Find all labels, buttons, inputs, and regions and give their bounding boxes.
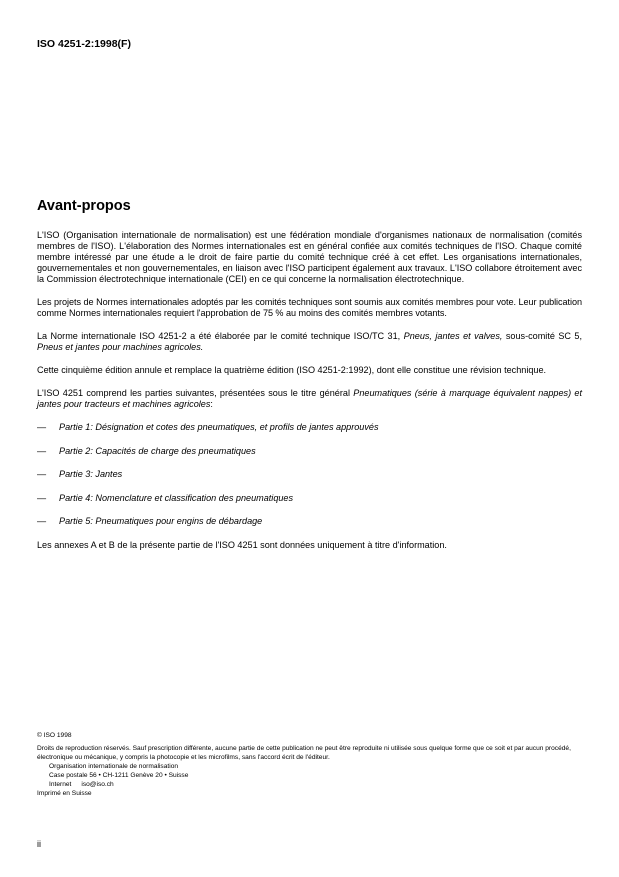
organization-name: Organisation internationale de normalisation: [49, 763, 179, 770]
part-title: Partie 5: Pneumatiques pour engins de débardage: [59, 516, 263, 527]
dash-marker: —: [37, 516, 47, 527]
list-item: [37, 422, 582, 433]
paragraph-committee: [37, 331, 582, 353]
committee-name: Pneus, jantes et valves,: [403, 331, 503, 341]
foreword-content: [37, 230, 582, 551]
postal-address: Case postale 56 • CH-1211 Genève 20 • Suisse: [49, 772, 189, 779]
paragraph-parts-intro: [37, 388, 582, 410]
email-address: iso@iso.ch: [81, 781, 114, 788]
document-id-header: ISO 4251-2:1998(F): [37, 38, 131, 50]
general-title: Pneumatiques (série à marquage équivalent nappes) et jantes pour tracteurs et machines agricoles: [37, 388, 583, 409]
subcommittee-name: Pneus et jantes pour machines agricoles.: [37, 342, 204, 352]
copyright-footer: [37, 731, 582, 798]
parts-intro-text: L'ISO 4251 comprend les parties suivantes, présentées sous le titre général: [37, 388, 354, 398]
section-title: Avant-propos: [37, 198, 131, 214]
paragraph-iso-intro: L'ISO (Organisation internationale de normalisation) est une fédération mondiale d'organismes nationaux de normalisation (comités membres de l'ISO). L'élaboration des Normes internationales est en général confiée aux comités techniques de l'ISO. Chaque comité membre intéressé par une étude a le droit de faire partie du comité technique créé à cet effet. Les organisations internationales, gouvernementales et non gouvernementales, en liaison avec l'ISO participent également aux travaux. L'ISO collabore étroitement avec la Commission électrotechnique internationale (CEI) en ce qui concerne la normalisation électrotechnique.: [37, 230, 582, 284]
paragraph-voting: Les projets de Normes internationales adoptés par les comités techniques sont soumis aux comités membres pour vote. Leur publication comme Normes internationales requiert l'approbation de 75 % au moins des comités membres votants.: [37, 297, 582, 318]
publisher-address: [37, 762, 582, 789]
dash-marker: —: [37, 469, 47, 480]
dash-marker: —: [37, 492, 47, 503]
part-title: Partie 1: Désignation et cotes des pneumatiques, et profils de jantes approuvés: [59, 422, 379, 432]
paragraph-edition: Cette cinquième édition annule et remplace la quatrième édition (ISO 4251-2:1992), dont elle constitue une révision technique.: [37, 365, 547, 375]
dash-marker: —: [37, 445, 47, 456]
part-title: Partie 4: Nomenclature et classification des pneumatiques: [59, 492, 294, 503]
copyright-line: © ISO 1998: [37, 732, 72, 739]
part-title: Partie 3: Jantes: [59, 469, 123, 480]
internet-line: [49, 780, 582, 789]
list-item: [37, 469, 582, 480]
committee-text-a: La Norme internationale ISO 4251-2 a été élaborée par le comité technique ISO/TC 31,: [37, 331, 404, 341]
part-title: Partie 2: Capacités de charge des pneumatiques: [59, 445, 256, 456]
page-number: ii: [37, 839, 41, 849]
printed-in: Imprimé en Suisse: [37, 790, 92, 797]
rights-notice: Droits de reproduction réservés. Sauf prescription différente, aucune partie de cette publication ne peut être reproduite ni utilisée sous quelque forme que ce soit et par aucun procédé, électronique ou mécanique, y compris la photocopie et les microfilms, sans l'accord écrit de l'éditeur.: [37, 745, 571, 761]
dash-marker: —: [37, 422, 47, 432]
list-item: [37, 446, 582, 457]
list-item: [37, 516, 582, 527]
internet-label: Internet: [49, 781, 72, 788]
paragraph-annexes: Les annexes A et B de la présente partie de l'ISO 4251 sont données uniquement à titre d'information.: [37, 539, 447, 550]
list-item: [37, 493, 582, 504]
parts-intro-colon: :: [210, 399, 213, 409]
committee-text-c: sous-comité SC 5,: [502, 331, 582, 341]
parts-list: [37, 422, 582, 527]
